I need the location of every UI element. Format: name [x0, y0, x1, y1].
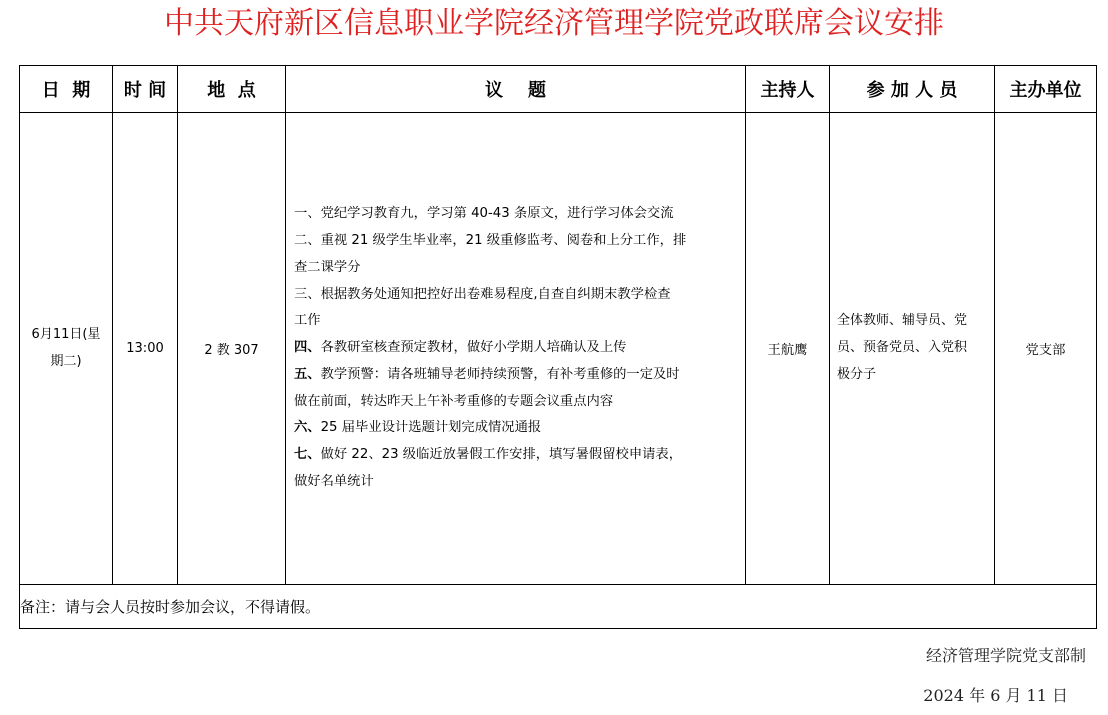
- agenda-line: 做在前面，转达昨天上午补考重修的专题会议重点内容: [294, 393, 614, 409]
- attendees-line: 员、预备党员、入党积: [837, 340, 968, 356]
- attendees-cell: [830, 113, 995, 585]
- date-line: 6月11日(星: [31, 326, 101, 342]
- header-attendees: 参 加 人 员: [830, 66, 995, 113]
- organizer-cell: 党支部: [995, 113, 1097, 585]
- footer-organization: 经济管理学院党支部制: [925, 646, 1086, 665]
- note-cell: 备注：请与会人员按时参加会议，不得请假。: [20, 585, 1097, 629]
- agenda-line: 四、各教研室核查预定教材，做好小学期人培确认及上传: [294, 340, 627, 356]
- header-host: 主持人: [746, 66, 830, 113]
- document-title: 中共天府新区信息职业学院经济管理学院党政联席会议安排: [164, 6, 944, 41]
- agenda-line: 三、根据教务处通知把控好出卷难易程度,自查自纠期末教学检查: [294, 286, 671, 302]
- agenda-cell: [286, 113, 746, 585]
- agenda-line: 工作: [294, 313, 321, 329]
- header-location: 地 点: [178, 66, 286, 113]
- header-time: 时 间: [113, 66, 178, 113]
- attendees-line: 极分子: [837, 366, 877, 382]
- meeting-schedule-table: [19, 65, 1097, 629]
- time-cell: 13:00: [113, 113, 178, 585]
- header-organizer: 主办单位: [995, 66, 1097, 113]
- agenda-line: 二、重视 21 级学生毕业率，21 级重修监考、阅卷和上分工作，排: [294, 232, 687, 248]
- host-cell: 王航鹰: [746, 113, 830, 585]
- table-row: [20, 113, 1097, 585]
- footer-date: 2024 年 6 月 11 日: [923, 686, 1068, 705]
- table-header-row: [20, 66, 1097, 113]
- agenda-line: 五、教学预警：请各班辅导老师持续预警，有补考重修的一定及时: [294, 366, 680, 382]
- agenda-line: 一、党纪学习教育九，学习第 40-43 条原文，进行学习体会交流: [294, 206, 674, 222]
- location-cell: 2 教 307: [178, 113, 286, 585]
- agenda-line: 做好名单统计: [294, 474, 374, 490]
- attendees-line: 全体教师、辅导员、党: [837, 313, 968, 329]
- header-agenda: 议 题: [286, 66, 746, 113]
- date-cell: [20, 113, 113, 585]
- date-line: 期二): [50, 353, 82, 369]
- note-row: [20, 585, 1097, 629]
- agenda-line: 六、25 届毕业设计选题计划完成情况通报: [294, 420, 542, 436]
- agenda-line: 七、做好 22、23 级临近放暑假工作安排，填写暑假留校申请表，: [294, 447, 683, 463]
- header-date: 日 期: [20, 66, 113, 113]
- agenda-line: 查二课学分: [294, 259, 361, 275]
